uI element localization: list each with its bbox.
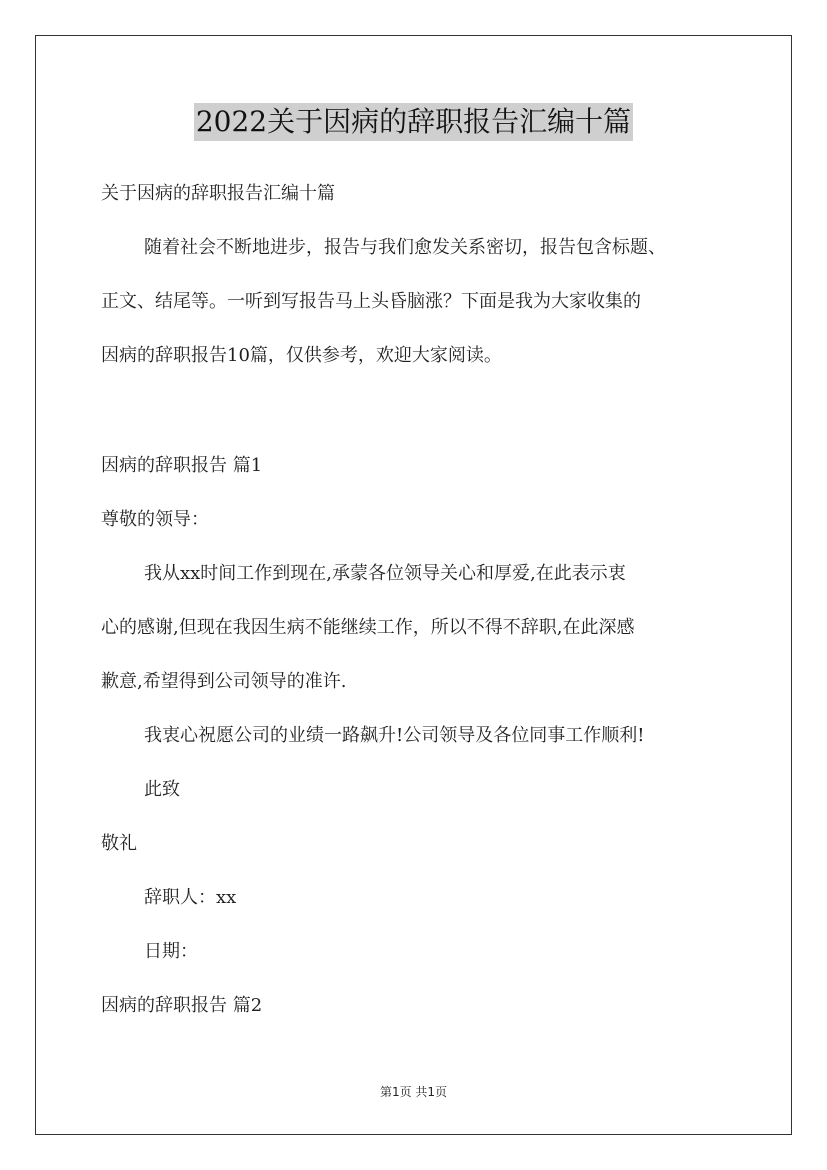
body-line-2: 心的感谢,但现在我因生病不能继续工作，所以不得不辞职,在此深感 xyxy=(101,617,635,638)
closing-cizhi: 此致 xyxy=(144,779,180,800)
wish-line: 我衷心祝愿公司的业绩一路飙升!公司领导及各位同事工作顺利! xyxy=(144,725,645,746)
title-container xyxy=(0,103,827,141)
intro-line-1: 随着社会不断地进步，报告与我们愈发关系密切，报告包含标题、 xyxy=(144,237,666,258)
salutation: 尊敬的领导： xyxy=(101,509,209,530)
section-1-heading: 因病的辞职报告 篇1 xyxy=(101,455,263,476)
page-footer: 第1页 共1页 xyxy=(379,1085,448,1099)
body-line-3: 歉意,希望得到公司领导的准许. xyxy=(101,671,347,692)
body-line-1: 我从xx时间工作到现在,承蒙各位领导关心和厚爱,在此表示衷 xyxy=(144,563,626,584)
resigner-line: 辞职人：xx xyxy=(144,887,237,908)
document-title: 2022关于因病的辞职报告汇编十篇 xyxy=(194,103,633,141)
intro-line-3: 因病的辞职报告10篇，仅供参考，欢迎大家阅读。 xyxy=(101,345,502,366)
document-subtitle: 关于因病的辞职报告汇编十篇 xyxy=(101,183,335,204)
intro-line-2: 正文、结尾等。一听到写报告马上头昏脑涨？下面是我为大家收集的 xyxy=(101,291,641,312)
section-2-heading: 因病的辞职报告 篇2 xyxy=(101,995,263,1016)
date-line: 日期： xyxy=(144,941,198,962)
closing-jingli: 敬礼 xyxy=(101,833,137,854)
